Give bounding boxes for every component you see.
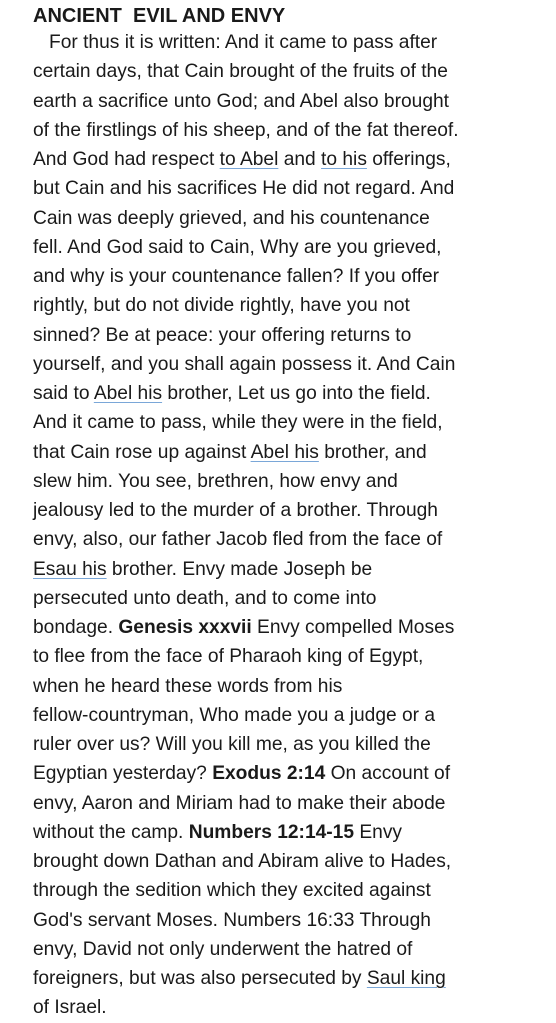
text-span: earth a sacrifice unto God; and Abel also brought (33, 90, 449, 112)
text-span: brother, and (318, 441, 427, 463)
text-span: envy, also, our father Jacob fled from the face of (33, 529, 443, 551)
text-span: foreigners, but was also persecuted by (33, 968, 367, 989)
document-body (33, 28, 533, 1023)
text-span: fellow-countryman, Who made you a judge or a (33, 704, 436, 726)
text-line (33, 906, 533, 935)
text-span: of Israel. (33, 997, 107, 1019)
text-span: rightly, but do not divide rightly, have you not (33, 295, 410, 317)
text-line (33, 145, 533, 174)
inline-link[interactable]: Abel his (250, 441, 319, 463)
scripture-reference: Exodus 2:14 (212, 763, 326, 785)
text-line (33, 642, 533, 671)
text-span: God's servant Moses. Numbers 16:33 Through (33, 909, 431, 931)
text-span: Egyptian yesterday? (33, 763, 213, 785)
inline-link[interactable]: Saul king (366, 968, 446, 989)
text-line (33, 672, 533, 701)
text-span: when he heard these words from his (33, 675, 343, 697)
text-span: without the camp. (33, 821, 189, 843)
text-span: envy, Aaron and Miriam had to make their abode (33, 792, 446, 814)
text-line (33, 379, 533, 408)
text-line (33, 87, 533, 116)
text-line (33, 789, 533, 818)
text-line (33, 613, 533, 642)
text-line (33, 496, 533, 525)
inline-link[interactable]: to his (321, 149, 367, 170)
text-span: envy, David not only underwent the hatred of (33, 938, 413, 960)
text-line (33, 964, 533, 993)
text-span: fell. And God said to Cain, Why are you grieved, (33, 236, 442, 258)
text-line (33, 993, 533, 1022)
text-span: yourself, and you shall again possess it. And Cain (33, 353, 456, 375)
text-line (33, 701, 533, 730)
text-span: Envy compelled Moses (251, 617, 455, 638)
text-span: For thus it is written: And it came to pass after (33, 32, 438, 53)
text-line (33, 408, 533, 437)
text-span: brought down Dathan and Abiram alive to Hades, (33, 851, 452, 872)
text-line (33, 847, 533, 876)
text-span: Envy (354, 821, 403, 843)
text-line (33, 116, 533, 145)
text-span: to flee from the face of Pharaoh king of Egypt, (33, 646, 424, 668)
text-span: but Cain and his sacrifices He did not regard. And (33, 178, 455, 200)
text-line (33, 174, 533, 203)
text-span: And God had respect (33, 149, 220, 170)
text-line (33, 57, 533, 86)
text-line (33, 555, 533, 584)
text-line (33, 321, 533, 350)
text-span: and (278, 149, 322, 170)
text-line (33, 584, 533, 613)
text-line (33, 438, 533, 467)
text-line (33, 525, 533, 554)
inline-link[interactable]: Abel his (93, 383, 163, 404)
text-span: sinned? Be at peace: your offering returns to (33, 324, 412, 346)
text-span: of the firstlings of his sheep, and of the fat thereof. (33, 119, 459, 141)
text-span: jealousy led to the murder of a brother. Through (33, 500, 438, 521)
text-span: slew him. You see, brethren, how envy and (33, 470, 398, 492)
text-span: ruler over us? Will you kill me, as you killed the (33, 734, 431, 755)
scripture-reference: Numbers 12:14-15 (188, 821, 355, 843)
text-span: And it came to pass, while they were in the field, (33, 412, 443, 434)
text-line (33, 204, 533, 233)
document-title: ANCIENT EVIL AND ENVY (33, 5, 286, 27)
text-span: and why is your countenance fallen? If you offer (33, 266, 440, 287)
text-line (33, 935, 533, 964)
inline-link[interactable]: Esau his (33, 558, 107, 580)
text-line (33, 759, 533, 788)
text-line (33, 262, 533, 291)
text-span: that Cain rose up against (33, 441, 251, 463)
text-span: Cain was deeply grieved, and his countenance (33, 207, 430, 229)
text-span: offerings, (366, 149, 451, 170)
text-line (33, 730, 533, 759)
document-page (33, 4, 533, 1023)
scripture-reference: Genesis xxxvii (118, 617, 252, 638)
text-line (33, 291, 533, 320)
text-line (33, 876, 533, 905)
inline-link[interactable]: to Abel (219, 149, 279, 170)
text-span: On account of (325, 763, 451, 785)
text-line (33, 467, 533, 496)
text-span: brother. Envy made Joseph be (106, 558, 373, 580)
text-span: certain days, that Cain brought of the fruits of the (33, 61, 448, 83)
text-line (33, 818, 533, 847)
text-span: persecuted unto death, and to come into (33, 587, 377, 609)
text-line (33, 28, 533, 57)
text-span: bondage. (33, 617, 119, 638)
text-line (33, 350, 533, 379)
text-span: through the sedition which they excited against (33, 880, 431, 902)
text-span: brother, Let us go into the field. (162, 383, 431, 404)
text-line (33, 233, 533, 262)
text-span: said to (33, 383, 94, 404)
